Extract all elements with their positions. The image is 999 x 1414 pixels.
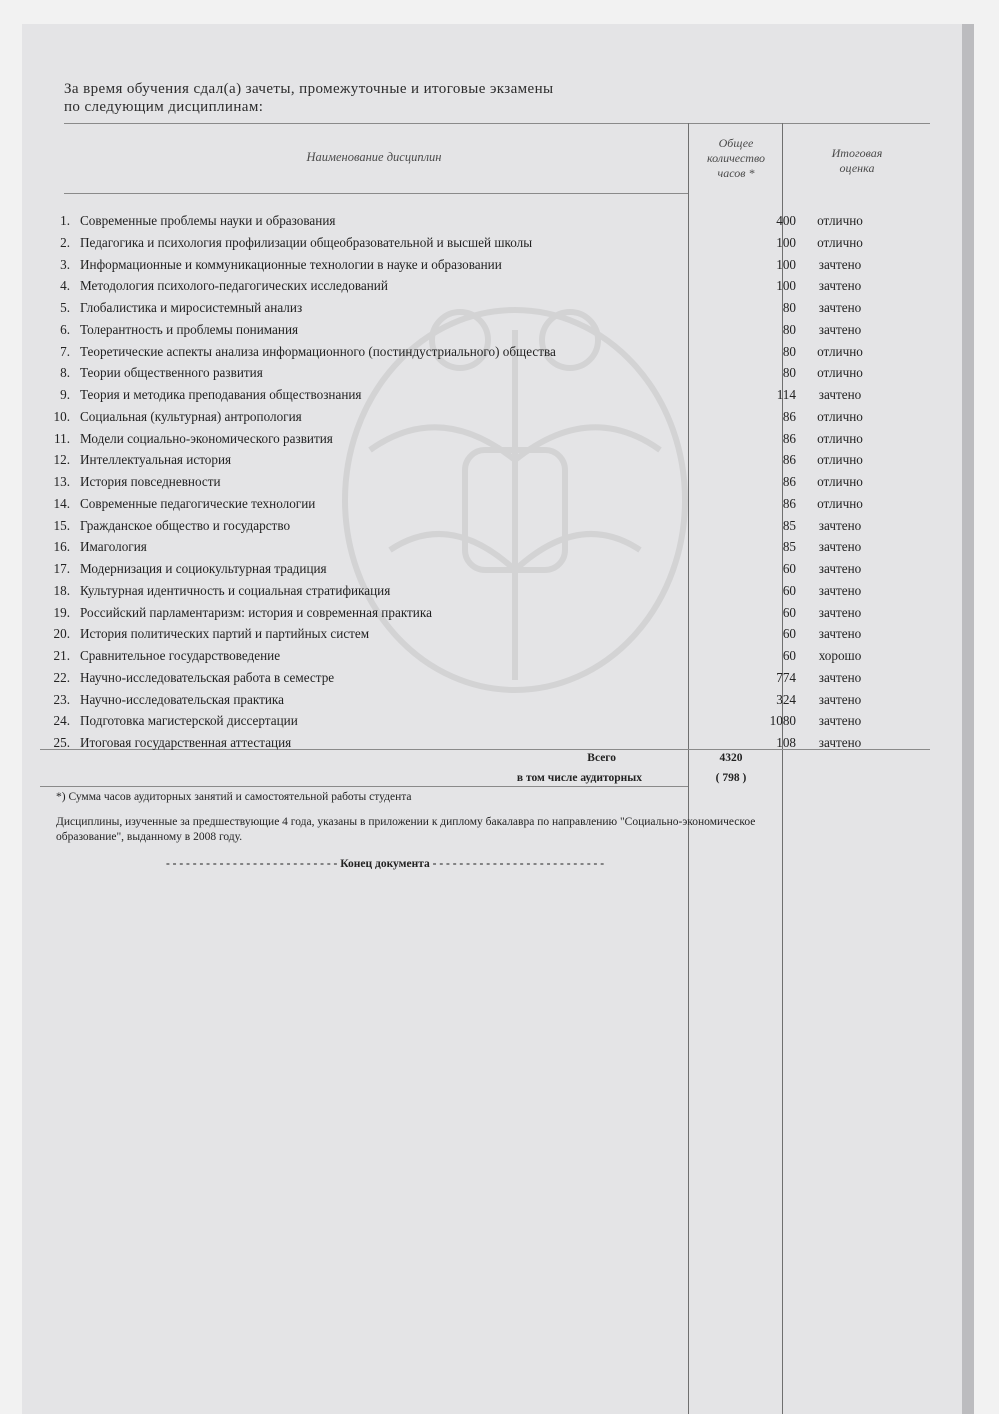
row-number: 24. xyxy=(53,713,70,729)
table-row xyxy=(40,211,930,233)
table-row xyxy=(40,646,930,668)
row-number: 15. xyxy=(53,517,70,533)
row-number: 13. xyxy=(53,474,70,489)
table-row xyxy=(40,429,930,451)
discipline-grade: отлично xyxy=(817,408,863,424)
security-stripe xyxy=(962,24,974,1414)
table-row xyxy=(40,494,930,516)
discipline-name: Информационные и коммуникационные технологии в науке и образовании xyxy=(80,256,502,272)
discipline-hours: 100 xyxy=(776,234,796,250)
row-number: 22. xyxy=(53,669,70,685)
discipline-grade: отлично xyxy=(817,365,863,381)
table-header-bottom-rule xyxy=(64,193,688,194)
discipline-grade: зачтено xyxy=(818,604,862,620)
header-discipline-name: Наименование дисциплин xyxy=(306,150,442,164)
table-row xyxy=(40,363,930,385)
row-number: 19. xyxy=(53,604,70,620)
discipline-grade: отлично xyxy=(817,430,863,446)
discipline-grade: зачтено xyxy=(818,735,862,750)
discipline-grade: отлично xyxy=(817,213,863,228)
table-row xyxy=(40,407,930,429)
discipline-name: Имагология xyxy=(80,539,147,555)
discipline-name: Теоретические аспекты анализа информационного (постиндустриального) общества xyxy=(80,343,556,359)
discipline-hours: 100 xyxy=(776,256,796,272)
discipline-hours: 1080 xyxy=(769,713,796,729)
table-row xyxy=(40,559,930,581)
discipline-name: Современные педагогические технологии xyxy=(80,495,316,511)
total-value: 4320 xyxy=(719,752,743,764)
discipline-hours: 60 xyxy=(782,626,796,642)
discipline-grade: зачтено xyxy=(818,517,862,533)
discipline-hours: 85 xyxy=(782,517,796,533)
row-number: 23. xyxy=(53,691,70,707)
discipline-name: Глобалистика и миросистемный анализ xyxy=(80,300,303,315)
discipline-hours: 108 xyxy=(776,735,796,750)
row-number: 21. xyxy=(53,648,70,663)
discipline-grade: зачтено xyxy=(818,626,862,642)
table-row xyxy=(40,320,930,342)
discipline-name: Теория и методика преподавания обществознания xyxy=(80,387,362,402)
discipline-grade: отлично xyxy=(817,343,863,359)
discipline-name: Российский парламентаризм: история и современная практика xyxy=(80,604,432,620)
discipline-grade: отлично xyxy=(817,474,863,489)
intro-line-1: За время обучения сдал(а) зачеты, промежуточные и итоговые экзамены xyxy=(64,81,554,97)
table-row xyxy=(40,233,930,255)
discipline-grade: отлично xyxy=(817,452,863,468)
header-final-grade xyxy=(786,146,928,176)
row-number: 10. xyxy=(53,408,70,424)
header-total-hours xyxy=(690,136,782,181)
table-row xyxy=(40,276,930,298)
discipline-hours: 400 xyxy=(776,213,796,228)
discipline-hours: 60 xyxy=(782,604,796,620)
discipline-hours: 85 xyxy=(782,539,796,555)
row-number: 7. xyxy=(60,343,70,359)
discipline-hours: 86 xyxy=(782,452,796,468)
discipline-hours: 86 xyxy=(782,430,796,446)
intro-text xyxy=(64,80,664,116)
auditory-label: в том числе аудиторных xyxy=(516,772,642,784)
row-number: 16. xyxy=(53,539,70,555)
row-number: 6. xyxy=(60,321,70,337)
row-number: 11. xyxy=(54,430,70,446)
row-number: 1. xyxy=(60,213,70,228)
discipline-grade: отлично xyxy=(817,495,863,511)
discipline-name: История повседневности xyxy=(80,474,221,489)
discipline-name: История политических партий и партийных систем xyxy=(80,626,370,642)
discipline-hours: 86 xyxy=(782,474,796,489)
header-grade-line-1: Итоговая xyxy=(831,146,883,160)
total-label: Всего xyxy=(587,752,616,764)
discipline-name: Методология психолого-педагогических исследований xyxy=(80,278,388,294)
disciplines-list xyxy=(40,211,930,755)
auditory-value: ( 798 ) xyxy=(715,772,747,784)
table-row xyxy=(40,298,930,320)
table-row xyxy=(40,603,930,625)
discipline-grade: зачтено xyxy=(818,387,862,402)
discipline-name: Социальная (культурная) антропология xyxy=(80,408,302,424)
discipline-name: Гражданское общество и государство xyxy=(80,517,291,533)
totals-bottom-rule xyxy=(40,786,688,787)
row-number: 20. xyxy=(53,626,70,642)
discipline-name: Научно-исследовательская практика xyxy=(80,691,284,707)
table-row xyxy=(40,581,930,603)
row-number: 18. xyxy=(53,582,70,598)
table-row xyxy=(40,516,930,538)
discipline-hours: 60 xyxy=(782,648,796,663)
discipline-grade: зачтено xyxy=(818,582,862,598)
row-number: 2. xyxy=(60,234,70,250)
row-number: 5. xyxy=(60,300,70,315)
table-row xyxy=(40,690,930,712)
prior-studies-note: Дисциплины, изученные за предшествующие 4 года, указаны в приложении к диплому бакалавра по направлению "Социально-экономическое образование", выданному в 2008 году. xyxy=(56,816,756,843)
discipline-name: Культурная идентичность и социальная стратификация xyxy=(80,582,391,598)
discipline-name: Педагогика и психология профилизации общеобразовательной и высшей школы xyxy=(80,234,533,250)
discipline-name: Модели социально-экономического развития xyxy=(80,430,333,446)
table-top-rule xyxy=(64,123,930,124)
discipline-hours: 80 xyxy=(782,365,796,381)
discipline-hours: 86 xyxy=(782,495,796,511)
discipline-hours: 60 xyxy=(782,582,796,598)
discipline-grade: хорошо xyxy=(818,648,862,663)
discipline-name: Теории общественного развития xyxy=(80,365,263,381)
table-row xyxy=(40,733,930,755)
table-row xyxy=(40,385,930,407)
header-grade-line-2: оценка xyxy=(839,161,875,175)
header-hours-line-2: количество xyxy=(706,151,766,165)
discipline-grade: зачтено xyxy=(818,669,862,685)
end-of-document-marker: - - - - - - - - - - - - - - - - - - - - - - - - - - Конец документа - - - - - - - - - - - - - - - - - - - - - - - - - - xyxy=(165,858,605,870)
table-row xyxy=(40,342,930,364)
discipline-grade: зачтено xyxy=(818,561,862,576)
discipline-name: Научно-исследовательская работа в семестре xyxy=(80,669,335,685)
table-row xyxy=(40,668,930,690)
discipline-name: Итоговая государственная аттестация xyxy=(80,735,292,750)
discipline-grade: зачтено xyxy=(818,691,862,707)
row-number: 9. xyxy=(60,387,70,402)
discipline-hours: 80 xyxy=(782,343,796,359)
row-number: 3. xyxy=(60,256,70,272)
row-number: 25. xyxy=(53,735,70,750)
discipline-grade: зачтено xyxy=(818,321,862,337)
discipline-hours: 60 xyxy=(782,561,796,576)
discipline-hours: 324 xyxy=(776,691,796,707)
table-row xyxy=(40,255,930,277)
discipline-name: Модернизация и социокультурная традиция xyxy=(80,561,327,576)
table-row xyxy=(40,450,930,472)
discipline-hours: 80 xyxy=(782,321,796,337)
discipline-hours: 86 xyxy=(782,408,796,424)
table-row xyxy=(40,711,930,733)
header-hours-line-1: Общее xyxy=(718,136,754,150)
discipline-hours: 114 xyxy=(776,387,796,402)
discipline-name: Толерантность и проблемы понимания xyxy=(80,321,299,337)
row-number: 12. xyxy=(53,452,70,468)
table-row xyxy=(40,472,930,494)
row-number: 17. xyxy=(53,561,70,576)
discipline-grade: зачтено xyxy=(818,278,862,294)
table-row xyxy=(40,624,930,646)
discipline-name: Подготовка магистерской диссертации xyxy=(80,713,298,729)
table-row xyxy=(40,537,930,559)
discipline-hours: 100 xyxy=(776,278,796,294)
discipline-grade: зачтено xyxy=(818,256,862,272)
discipline-grade: зачтено xyxy=(818,539,862,555)
discipline-hours: 80 xyxy=(782,300,796,315)
discipline-grade: отлично xyxy=(817,234,863,250)
discipline-name: Современные проблемы науки и образования xyxy=(80,213,336,228)
row-number: 4. xyxy=(60,278,70,294)
row-number: 8. xyxy=(60,365,70,381)
discipline-grade: зачтено xyxy=(818,713,862,729)
intro-line-2: по следующим дисциплинам: xyxy=(64,99,264,115)
discipline-hours: 774 xyxy=(776,669,796,685)
row-number: 14. xyxy=(53,495,70,511)
header-hours-line-3: часов * xyxy=(717,166,755,180)
discipline-name: Сравнительное государствоведение xyxy=(80,648,281,663)
discipline-grade: зачтено xyxy=(818,300,862,315)
discipline-name: Интеллектуальная история xyxy=(80,452,232,468)
footnote: *) Сумма часов аудиторных занятий и самостоятельной работы студента xyxy=(56,791,412,803)
